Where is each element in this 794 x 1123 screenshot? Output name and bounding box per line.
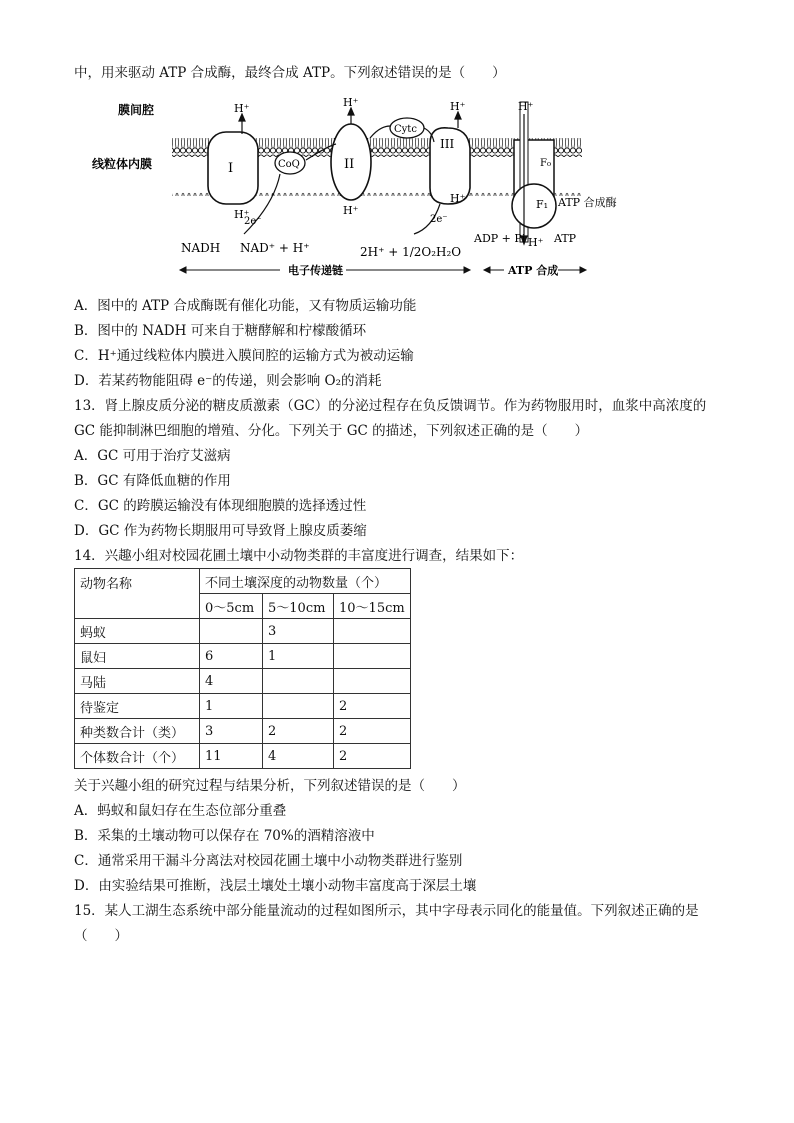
coq-label: CoQ [278, 159, 300, 170]
cell: 3 [200, 719, 263, 744]
q12-option-d: D．若某药物能阻碍 e⁻的传递，则会影响 O₂的消耗 [74, 373, 382, 389]
row-name: 鼠妇 [75, 644, 200, 669]
f1-subunit [512, 184, 556, 228]
q14-option-c: C．通常采用干漏斗分离法对校园花圃土壤中小动物类群进行鉴别 [74, 853, 463, 869]
complex-2-label: II [344, 157, 355, 172]
row-name: 待鉴定 [75, 694, 200, 719]
atp-synthesis-label: ATP 合成 [508, 264, 559, 277]
f1-label: F₁ [536, 198, 549, 211]
cell: 2 [334, 719, 411, 744]
complex-3-label: III [440, 137, 455, 151]
cell [334, 644, 411, 669]
f0-label: F₀ [540, 158, 551, 169]
h-plus-5: H⁺ [234, 208, 250, 221]
cell [334, 619, 411, 644]
q14-stem: 14．兴趣小组对校园花圃土壤中小动物类群的丰富度进行调查，结果如下： [74, 548, 524, 564]
h-plus-8: H⁺ [528, 236, 544, 249]
q15-stem-1: 15．某人工湖生态系统中部分能量流动的过程如图所示，其中字母表示同化的能量值。下列叙述正确的是 [74, 903, 699, 919]
complex-1-label: I [228, 161, 234, 176]
table-row [75, 619, 411, 644]
h-plus-6: H⁺ [343, 204, 359, 217]
cell: 2 [334, 744, 411, 769]
q15-stem-2: （ ） [74, 928, 128, 944]
q13-stem-1: 13．肾上腺皮质分泌的糖皮质激素（GC）的分泌过程存在负反馈调节。作为药物服用时，血浆中高浓度的 [74, 398, 707, 414]
h-plus-3: H⁺ [450, 100, 466, 113]
nad-label: NAD⁺ + H⁺ [240, 241, 310, 255]
inner-membrane-label: 线粒体内膜 [92, 157, 153, 171]
cell: 1 [263, 644, 334, 669]
adp-pi-label: ADP + Pi [474, 232, 526, 245]
electron-transport-chain-diagram [84, 96, 644, 286]
h-plus-2: H⁺ [343, 96, 359, 109]
header-depth: 0～5cm [200, 594, 263, 619]
cytc-label: Cytc [394, 124, 417, 135]
q13-option-c: C．GC 的跨膜运输没有体现细胞膜的选择透过性 [74, 498, 367, 514]
cell: 4 [263, 744, 334, 769]
intermembrane-label: 膜间腔 [118, 103, 155, 117]
table-row [75, 669, 411, 694]
cell: 6 [200, 644, 263, 669]
atp-synthase-label: ATP 合成酶 [558, 196, 617, 209]
cell: 11 [200, 744, 263, 769]
cell: 1 [200, 694, 263, 719]
h2o-label: H₂O [436, 245, 462, 259]
cell: 3 [263, 619, 334, 644]
header-depth-group: 不同土壤深度的动物数量（个） [200, 569, 411, 594]
atp-label: ATP [554, 232, 577, 245]
2e-label-2: 2e⁻ [430, 214, 448, 225]
header-animal-name: 动物名称 [75, 569, 200, 619]
header-depth: 10～15cm [334, 594, 411, 619]
q14-option-a: A．蚂蚁和鼠妇存在生态位部分重叠 [74, 803, 287, 819]
nadh-label: NADH [181, 241, 221, 255]
soil-animal-table [74, 568, 411, 769]
q14-stem-2: 关于兴趣小组的研究过程与结果分析，下列叙述错误的是（ ） [74, 778, 466, 794]
q12-option-b: B．图中的 NADH 可来自于糖酵解和柠檬酸循环 [74, 323, 367, 339]
intro-line: 中，用来驱动 ATP 合成酶，最终合成 ATP。下列叙述错误的是（ ） [74, 65, 506, 81]
table-row [75, 744, 411, 769]
q13-option-d: D．GC 作为药物长期服用可导致肾上腺皮质萎缩 [74, 523, 367, 539]
q12-option-c: C．H⁺通过线粒体内膜进入膜间腔的运输方式为被动运输 [74, 348, 414, 364]
cell [263, 694, 334, 719]
table-row [75, 719, 411, 744]
q13-option-b: B．GC 有降低血糖的作用 [74, 473, 231, 489]
electron-chain-label: 电子传递链 [288, 264, 343, 277]
h-plus-4: H⁺ [518, 100, 534, 113]
cell: 2 [334, 694, 411, 719]
q13-stem-2: GC 能抑制淋巴细胞的增殖、分化。下列关于 GC 的描述，下列叙述正确的是（ ） [74, 423, 589, 439]
q14-option-d: D．由实验结果可推断，浅层土壤处土壤小动物丰富度高于深层土壤 [74, 878, 477, 894]
h-plus-1: H⁺ [234, 102, 250, 115]
2h-o2-label: 2H⁺ + 1/2O₂ [360, 245, 437, 259]
cell [200, 619, 263, 644]
row-name: 个体数合计（个） [75, 744, 200, 769]
q12-option-a: A．图中的 ATP 合成酶既有催化功能，又有物质运输功能 [74, 298, 417, 314]
table-header-row [75, 569, 411, 594]
cell [263, 669, 334, 694]
2e-label-1: 2e⁻ [244, 216, 262, 227]
row-name: 蚂蚁 [75, 619, 200, 644]
cell: 2 [263, 719, 334, 744]
row-name: 种类数合计（类） [75, 719, 200, 744]
row-name: 马陆 [75, 669, 200, 694]
table-row [75, 644, 411, 669]
cell: 4 [200, 669, 263, 694]
h-plus-7: H⁺ [450, 192, 466, 205]
table-row [75, 694, 411, 719]
q13-option-a: A．GC 可用于治疗艾滋病 [74, 448, 231, 464]
header-depth: 5～10cm [263, 594, 334, 619]
cell [334, 669, 411, 694]
q14-option-b: B．采集的土壤动物可以保存在 70%的酒精溶液中 [74, 828, 375, 844]
